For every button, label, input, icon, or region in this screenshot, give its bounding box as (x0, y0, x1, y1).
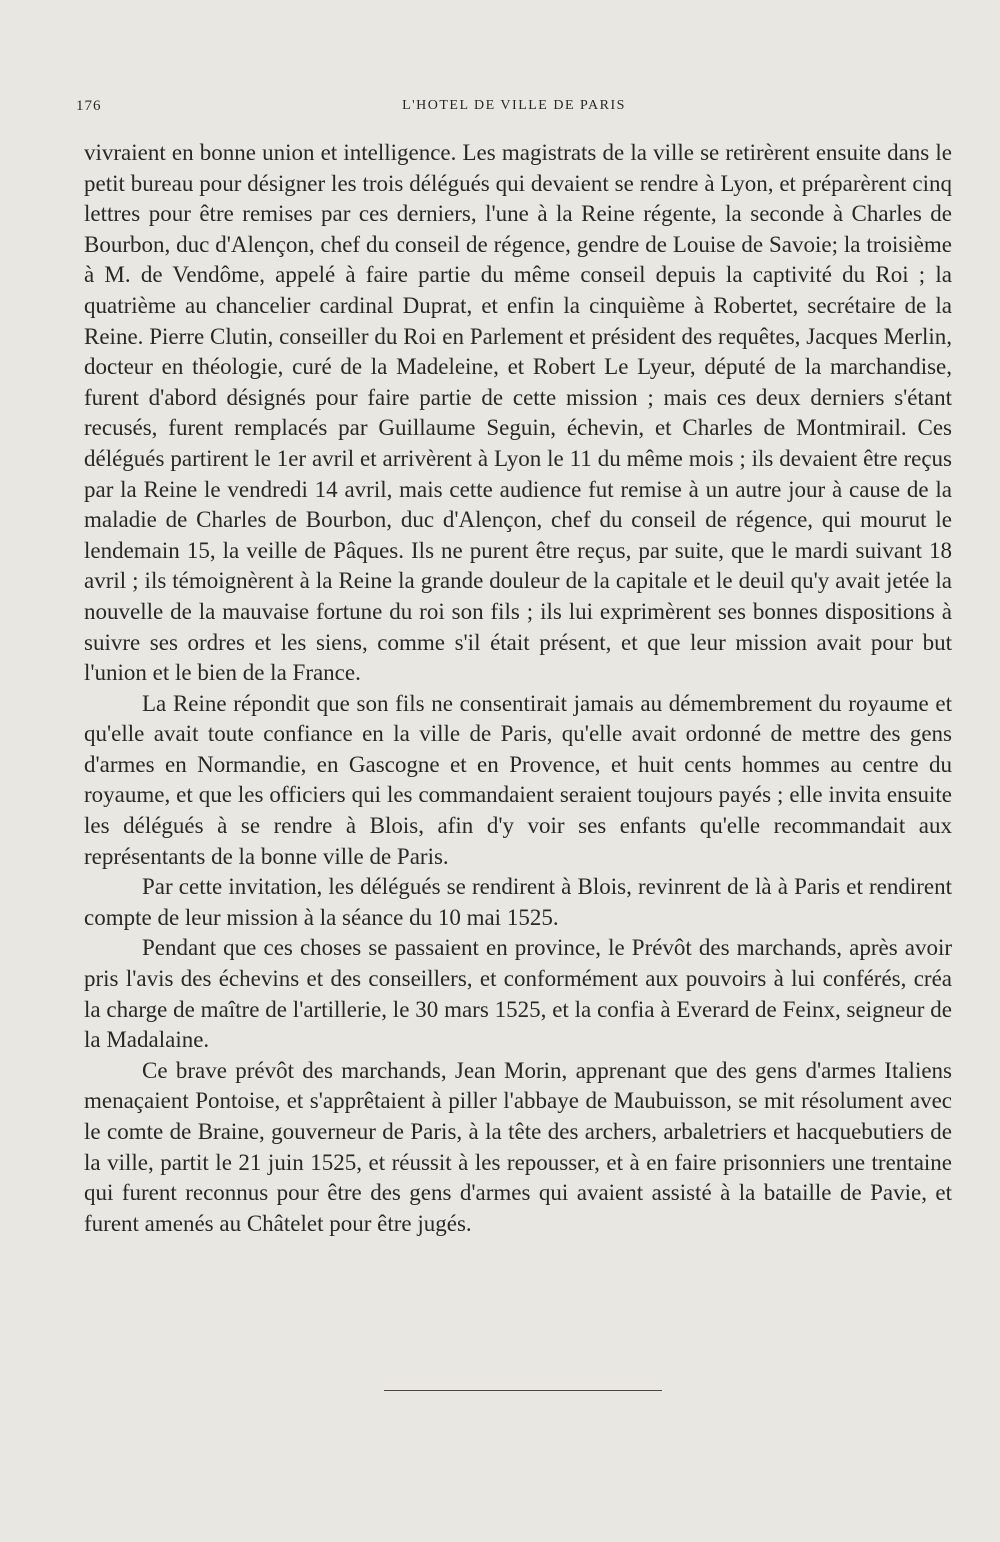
paragraph-morin: Ce brave prévôt des marchands, Jean Morin, apprenant que des gens d'armes Italiens menaçaient Pontoise, et s'apprêtaient à piller l'abbaye de Maubuisson, se mit résolument avec le comte de Braine, gouverneur de Paris, à la tête des archers, arbaletriers et hacquebutiers de la ville, partit le 21 juin 1525, et réussit à les repousser, et à en faire prisonniers une trentaine qui furent reconnus pour être des gens d'armes qui avaient assisté à la bataille de Pavie, et furent amenés au Châtelet pour être jugés. (84, 1057, 952, 1236)
body-text (84, 138, 952, 1239)
paragraph-artillerie: Pendant que ces choses se passaient en province, le Prévôt des marchands, après avoir pris l'avis des échevins et des conseillers, et conformément aux pouvoirs à lui conférés, créa la charge de maître de l'artillerie, le 30 mars 1525, et la confia à Everard de Feinx, seigneur de la Madalaine. (84, 935, 952, 1053)
running-title: L'HOTEL DE VILLE DE PARIS (402, 98, 626, 113)
end-rule (384, 1390, 662, 1391)
running-head (76, 98, 952, 122)
page-number: 176 (76, 98, 102, 114)
paragraph-reine: La Reine répondit que son fils ne consentirait jamais au démembrement du royaume et qu'elle avait toute confiance en la ville de Paris, qu'elle avait ordonné de mettre des gens d'armes en Normandie, en Gascogne et en Provence, et huit cents hommes au centre du royaume, et que les officiers qui les commandaient seraient toujours payés ; elle invita ensuite les délégués à se rendre à Blois, afin d'y voir ses enfants qu'elle recommandait aux représentants de la bonne ville de Paris. (84, 690, 952, 869)
paragraph-invitation: Par cette invitation, les délégués se rendirent à Blois, revinrent de là à Paris et rendirent compte de leur mission à la séance du 10 mai 1525. (84, 874, 952, 930)
paragraph-continued: vivraient en bonne union et intelligence. Les magistrats de la ville se retirèrent ensuite dans le petit bureau pour désigner les trois délégués qui devaient se rendre à Lyon, et préparèrent cinq lettres pour être remises par ces derniers, l'une à la Reine régente, la seconde à Charles de Bourbon, duc d'Alençon, chef du conseil de régence, gendre de Louise de Savoie; la troisième à M. de Vendôme, appelé à faire partie du même conseil depuis la captivité du Roi ; la quatrième au chancelier cardinal Duprat, et enfin la cinquième à Robertet, secrétaire de la Reine. Pierre Clutin, conseiller du Roi en Parlement et président des requêtes, Jacques Merlin, docteur en théologie, curé de la Madeleine, et Robert Le Lyeur, député de la marchandise, furent d'abord désignés pour faire partie de cette mission ; mais ces deux derniers s'étant recusés, furent remplacés par Guillaume Seguin, échevin, et Charles de Montmirail. Ces délégués partirent le 1er avril et arrivèrent à Lyon le 11 du même mois ; ils devaient être reçus par la Reine le vendredi 14 avril, mais cette audience fut remise à un autre jour à cause de la maladie de Charles de Bourbon, duc d'Alençon, chef du conseil de régence, qui mourut le lendemain 15, la veille de Pâques. Ils ne purent être reçus, par suite, que le mardi suivant 18 avril ; ils témoignèrent à la Reine la grande douleur de la capitale et le deuil qu'y avait jetée la nouvelle de la mauvaise fortune du roi son fils ; ils lui exprimèrent ses bonnes dispositions à suivre ses ordres et les siens, comme s'il était présent, et que leur mission avait pour but l'union et le bien de la France. (84, 140, 952, 686)
